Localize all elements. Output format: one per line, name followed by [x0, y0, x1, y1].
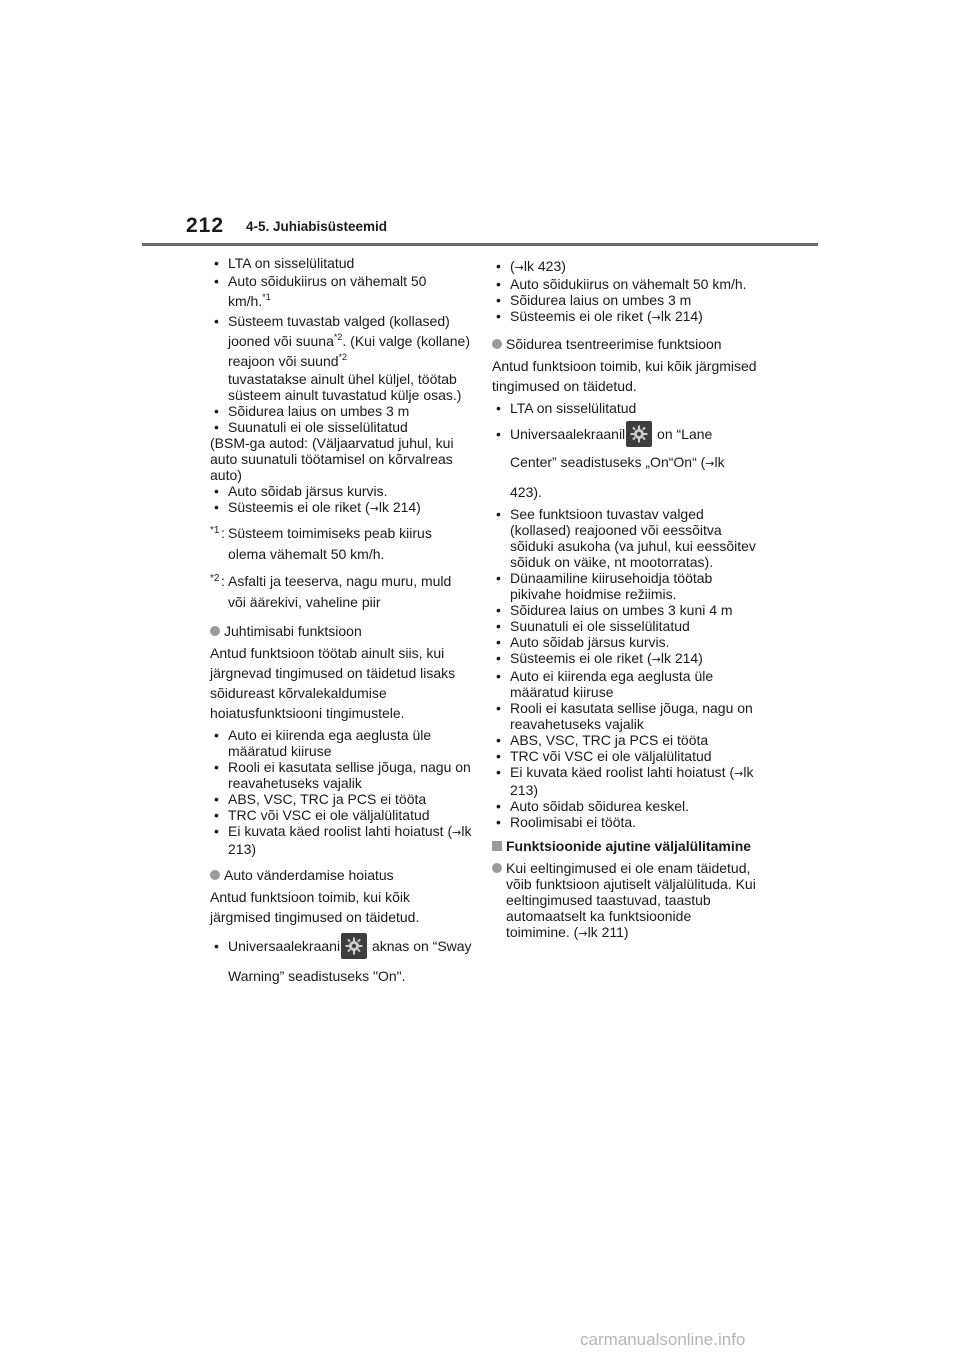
note: Kui eeltingimused ei ole enam täidetud, võib funktsioon ajutiselt väljalülituda. Kui eeltingimused taastuvad, taastub automaatselt ka funktsioonide toimimine. (→lk 211): [492, 860, 758, 942]
list-item: • Süsteemis ei ole riket (→lk 214): [210, 499, 472, 517]
arrow-icon: →: [651, 311, 661, 324]
list-item: • Universaalekraani aknas on “Sway Warning” seadistuseks "On".: [210, 931, 472, 991]
list-item: • Rooli ei kasutata sellise jõuga, nagu on reavahetuseks vajalik: [492, 700, 758, 732]
gear-icon: [341, 933, 367, 959]
section-heading-lane-centering: Sõidurea tsentreerimise funktsioon: [492, 334, 758, 354]
footnote-ref: *2: [338, 352, 348, 362]
list-item: • Auto sõidab järsus kurvis.: [492, 634, 758, 650]
arrow-icon: →: [578, 927, 588, 940]
list-item: • Süsteem tuvastab valged (kollased) jooned või suuna$^{*2}$. (Kui valge (kollane) reajoon või suund$^{*2}$ tuvastatakse ainult ühel küljel, töötab süsteem ainult tuvastatud külje osas.): [210, 311, 472, 403]
list-item: • LTA on sisselülitatud: [492, 400, 758, 416]
list-item: • Dünaamiline kiirusehoidja töötab pikivahe hoidmise režiimis.: [492, 570, 758, 602]
page-reference[interactable]: lk 423): [523, 258, 566, 274]
footnote-mark: *1: [210, 525, 220, 536]
bullet-circle-icon: [210, 626, 220, 636]
list-item: • Auto sõidukiirus on vähemalt 50 km/h.: [492, 276, 758, 292]
arrow-icon: →: [651, 653, 661, 666]
paragraph: Antud funktsioon töötab ainult siis, kui järgnevad tingimused on täidetud lisaks sõidureast kõrvalekaldumise hoiatusfunktsiooni tingimustele.: [210, 645, 456, 721]
list-item: • TRC või VSC ei ole väljalülitatud: [210, 807, 472, 823]
list-item: • Auto ei kiirenda ega aeglusta üle määratud kiiruse: [492, 668, 758, 700]
page-reference[interactable]: lk 213): [228, 823, 472, 857]
page-number: 212: [186, 214, 225, 237]
arrow-icon: →: [705, 457, 715, 470]
page-reference[interactable]: lk 214): [378, 499, 421, 515]
list-item: • Sõidurea laius on umbes 3 m: [492, 292, 758, 308]
paragraph-bsm: (BSM-ga autod: (Väljaarvatud juhul, kui auto suunatuli töötamisel on kõrvalreas auto): [210, 435, 454, 483]
footnote-1: *1 : Süsteem toimimiseks peab kiirus olema vähemalt 50 km/h.: [210, 523, 472, 565]
arrow-icon: →: [452, 826, 462, 839]
list-item: • Auto ei kiirenda ega aeglusta üle määratud kiiruse: [210, 727, 472, 759]
list-item: • Süsteemis ei ole riket (→lk 214): [492, 308, 758, 326]
paragraph: Antud funktsioon toimib, kui kõik järgmised tingimused on täidetud.: [492, 358, 757, 394]
section-heading-temporary-deactivation: Funktsioonide ajutine väljalülitamine: [492, 838, 758, 854]
section-heading-steering-assist: Juhtimisabi funktsioon: [210, 621, 472, 641]
list-item: • Sõidurea laius on umbes 3 kuni 4 m: [492, 602, 758, 618]
list-item: • Roolimisabi ei tööta.: [492, 814, 758, 830]
page-reference[interactable]: lk 214): [660, 308, 703, 324]
list-item: • Auto sõidukiirus on vähemalt 50 km/h.$^{*1}$: [210, 271, 472, 311]
section-heading-sway-warning: Auto vänderdamise hoiatus: [210, 865, 472, 885]
arrow-icon: →: [734, 767, 744, 780]
right-column: [492, 258, 758, 942]
list-item: • Auto sõidab sõidurea keskel.: [492, 798, 758, 814]
list-item: • Ei kuvata käed roolist lahti hoiatust (→lk 213): [492, 764, 758, 798]
list-item: • Rooli ei kasutata sellise jõuga, nagu on reavahetuseks vajalik: [210, 759, 472, 791]
list-item: • Suunatuli ei ole sisselülitatud: [210, 419, 472, 435]
bullet-square-icon: [492, 841, 502, 851]
arrow-icon: →: [369, 502, 379, 515]
bullet-circle-icon: [492, 863, 502, 873]
page-reference[interactable]: lk 423).: [510, 454, 725, 500]
page-reference[interactable]: lk 214): [660, 650, 703, 666]
footnote-ref: *1: [262, 292, 271, 302]
list-item: • ABS, VSC, TRC ja PCS ei tööta: [492, 732, 758, 748]
list-item: • ABS, VSC, TRC ja PCS ei tööta: [210, 791, 472, 807]
list-item: • Universaalekraanil on “Lane Center” seadistuseks „On“On“ (→lk 423).: [492, 420, 758, 506]
list-item-continued: • (→lk 423): [492, 258, 758, 276]
footnote-2: *2 : Asfalti ja teeserva, nagu muru, muld või äärekivi, vaheline piir: [210, 571, 472, 613]
arrow-icon: →: [514, 261, 524, 274]
header-rule: [142, 243, 818, 246]
footnote-ref: *2: [333, 332, 343, 342]
watermark: carmanualsonline.info: [580, 1330, 746, 1349]
page-reference[interactable]: lk 211): [587, 924, 629, 940]
list-item: • LTA on sisselülitatud: [210, 255, 472, 271]
left-column: [210, 255, 472, 991]
list-item: • Auto sõidab järsus kurvis.: [210, 483, 472, 499]
list-item: • See funktsioon tuvastav valged (kollased) reajooned või eessõitva sõiduki asukoha (va juhul, kui eessõitev sõiduk on väike, nt mootorratas).: [492, 506, 758, 570]
list-item: • TRC või VSC ei ole väljalülitatud: [492, 748, 758, 764]
list-item: • Sõidurea laius on umbes 3 m: [210, 403, 472, 419]
list-item: • Süsteemis ei ole riket (→lk 214): [492, 650, 758, 668]
list-item: • Ei kuvata käed roolist lahti hoiatust (→lk 213): [210, 823, 472, 857]
page-reference[interactable]: lk 213): [510, 764, 754, 798]
list-item: • Suunatuli ei ole sisselülitatud: [492, 618, 758, 634]
footnote-mark: *2: [210, 573, 220, 584]
chapter-title: 4-5. Juhiabisüsteemid: [246, 219, 388, 234]
paragraph: Antud funktsioon toimib, kui kõik järgmised tingimused on täidetud.: [210, 889, 420, 925]
gear-icon: [626, 421, 652, 447]
bullet-circle-icon: [210, 870, 220, 880]
bullet-circle-icon: [492, 339, 502, 349]
